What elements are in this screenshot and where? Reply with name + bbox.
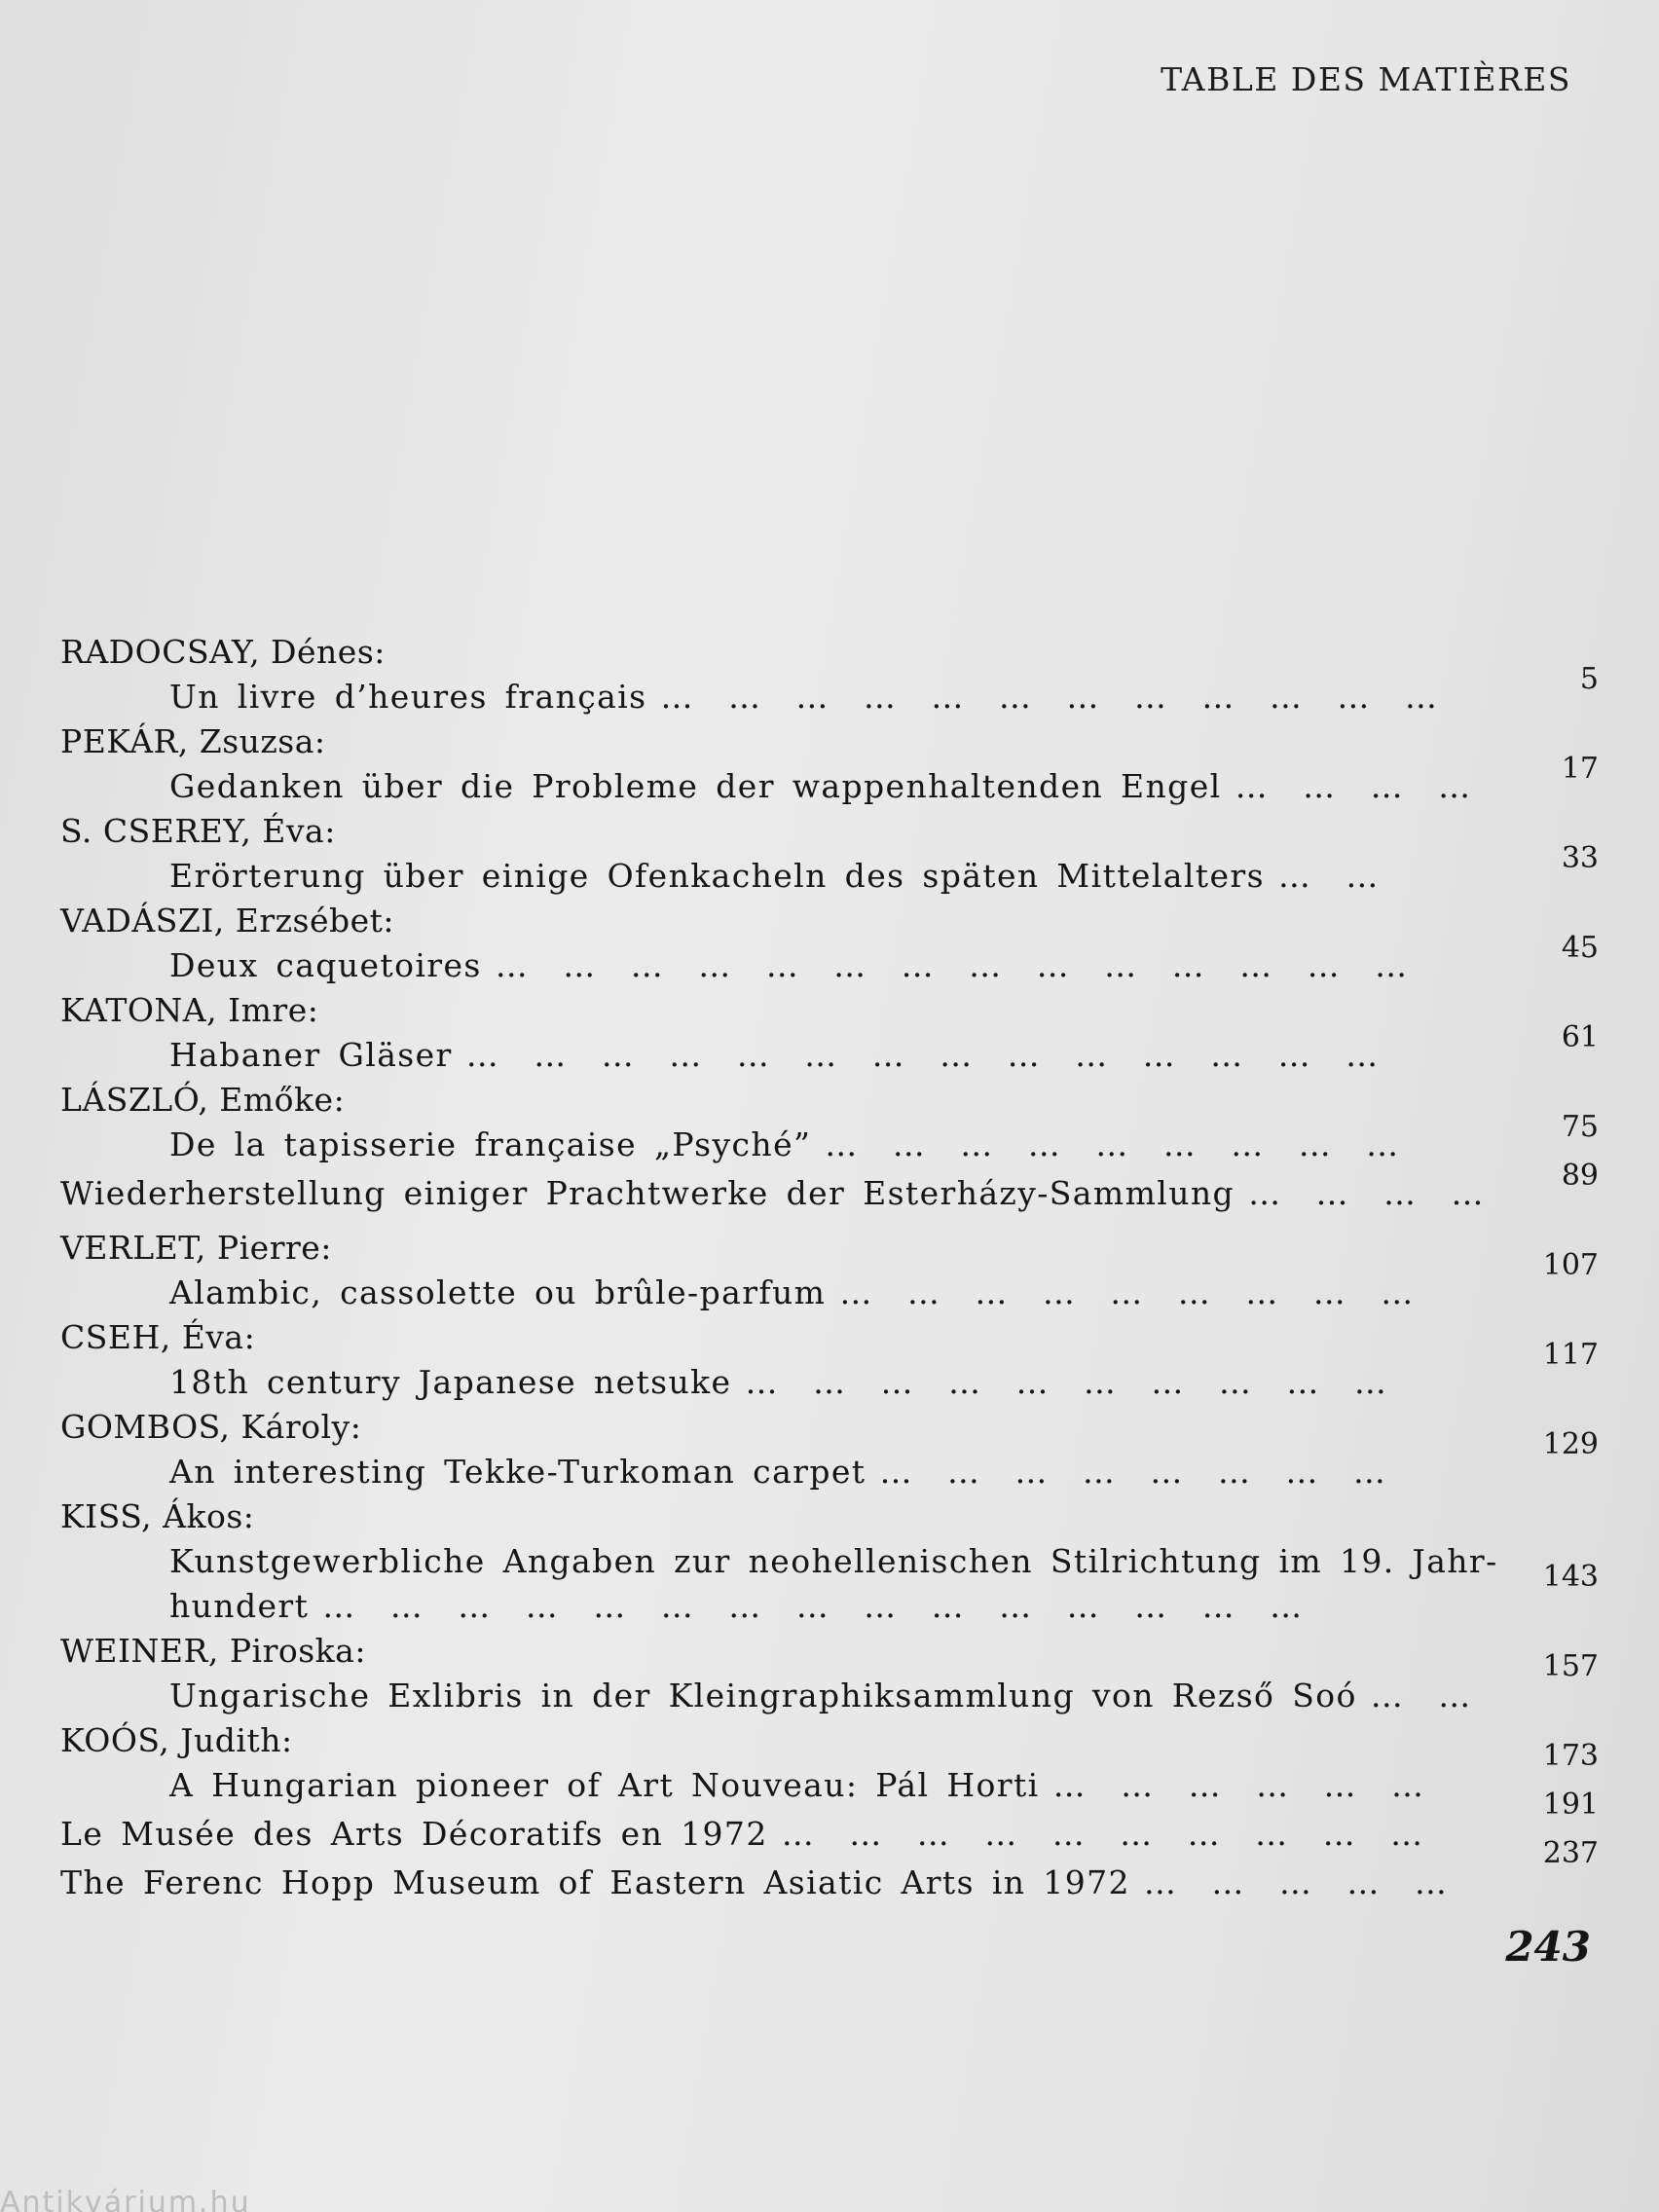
toc-author: WEINER, Piroska:	[60, 1632, 366, 1670]
toc-page-number: 143	[1542, 1560, 1599, 1594]
leader-dots: … … … … … …	[1052, 1766, 1434, 1804]
toc-title: Habaner Gläser … … … … … … … … … … … … … …	[169, 1036, 1388, 1074]
toc-page-number: 61	[1561, 1020, 1599, 1054]
toc-title: Wiederherstellung einiger Prachtwerke der Esterházy-Sammlung … … … …	[60, 1174, 1493, 1212]
toc-author: VERLET, Pierre:	[60, 1229, 332, 1267]
leader-dots: … … … …	[1248, 1174, 1493, 1212]
leader-dots: … … … … … … … … … … … … … …	[465, 1036, 1388, 1074]
running-head: TABLE DES MATIÈRES	[1161, 60, 1571, 98]
toc-page-number: 129	[1542, 1427, 1599, 1461]
leader-dots: … … … … … … … … … … … … … …	[495, 946, 1418, 984]
toc-author: KATONA, Imre:	[60, 991, 319, 1029]
toc-page-number: 107	[1542, 1248, 1599, 1282]
toc-page-number: 17	[1561, 752, 1599, 786]
leader-dots: … … … … … … … … … … … …	[660, 678, 1447, 716]
toc-author: GOMBOS, Károly:	[60, 1408, 362, 1446]
toc-author: KISS, Ákos:	[60, 1497, 255, 1535]
leader-dots: … …	[1370, 1677, 1481, 1714]
toc-title: 18th century Japanese netsuke … … … … … … … … … …	[169, 1363, 1396, 1401]
toc-page-number: 75	[1561, 1110, 1599, 1144]
leader-dots: … …	[1277, 857, 1388, 895]
toc-author: RADOCSAY, Dénes:	[60, 633, 386, 671]
toc-title: An interesting Tekke-Turkoman carpet … … … … … … … …	[169, 1453, 1395, 1491]
toc-page-number: 33	[1561, 841, 1599, 875]
toc-title: Kunstgewerbliche Angaben zur neohellenischen Stilrichtung im 19. Jahr-	[169, 1542, 1498, 1580]
toc-title: A Hungarian pioneer of Art Nouveau: Pál Horti … … … … … …	[169, 1766, 1434, 1804]
toc-author: S. CSEREY, Éva:	[60, 812, 336, 850]
toc-author: VADÁSZI, Erzsébet:	[60, 902, 395, 940]
leader-dots: … … … … … … … … … …	[745, 1363, 1396, 1401]
toc-page-number: 191	[1542, 1788, 1599, 1822]
toc-title: Un livre d’heures français … … … … … … … … … … … …	[169, 678, 1447, 716]
leader-dots: … … … … … … … …	[879, 1453, 1395, 1491]
toc-author: CSEH, Éva:	[60, 1318, 256, 1356]
leader-dots: … … … … … … … … … …	[781, 1815, 1433, 1853]
leader-dots: … … … … … … … … …	[825, 1125, 1409, 1163]
toc-title: Gedanken über die Probleme der wappenhaltenden Engel … … … …	[169, 767, 1481, 805]
toc-title: The Ferenc Hopp Museum of Eastern Asiatic Arts in 1972 … … … … …	[60, 1863, 1456, 1901]
leader-dots: … … … …	[1235, 767, 1481, 805]
toc-page-number: 237	[1542, 1836, 1599, 1870]
leader-dots: … … … … … … … … … … … … … … …	[322, 1587, 1312, 1625]
leader-dots: … … … … …	[1143, 1863, 1456, 1901]
toc-title: Ungarische Exlibris in der Kleingraphiksammlung von Rezső Soó … …	[169, 1677, 1481, 1714]
leader-dots: … … … … … … … … …	[839, 1273, 1423, 1311]
toc-author: KOÓS, Judith:	[60, 1721, 293, 1759]
page-folio: 243	[1505, 1923, 1591, 1971]
toc-page-number: 157	[1542, 1649, 1599, 1683]
toc-title-continued: hundert … … … … … … … … … … … … … … …	[169, 1587, 1312, 1625]
toc-page-number: 173	[1542, 1739, 1599, 1773]
toc-title: De la tapisserie française „Psyché” … … … … … … … … …	[169, 1125, 1409, 1163]
toc-page-number: 117	[1542, 1338, 1599, 1372]
toc-author: LÁSZLÓ, Emőke:	[60, 1081, 346, 1119]
toc-author: PEKÁR, Zsuzsa:	[60, 722, 326, 760]
toc-page-number: 5	[1579, 662, 1599, 696]
toc-title: Erörterung über einige Ofenkacheln des späten Mittelalters … …	[169, 857, 1388, 895]
toc-title: Alambic, cassolette ou brûle-parfum … … … … … … … … …	[169, 1273, 1423, 1311]
toc-title: Le Musée des Arts Décoratifs en 1972 … … … … … … … … … …	[60, 1815, 1433, 1853]
toc-title: Deux caquetoires … … … … … … … … … … … … … …	[169, 946, 1418, 984]
watermark: Antikvárium.hu	[0, 2186, 251, 2212]
toc-page-number: 45	[1561, 931, 1599, 965]
toc-page-number: 89	[1561, 1159, 1599, 1193]
